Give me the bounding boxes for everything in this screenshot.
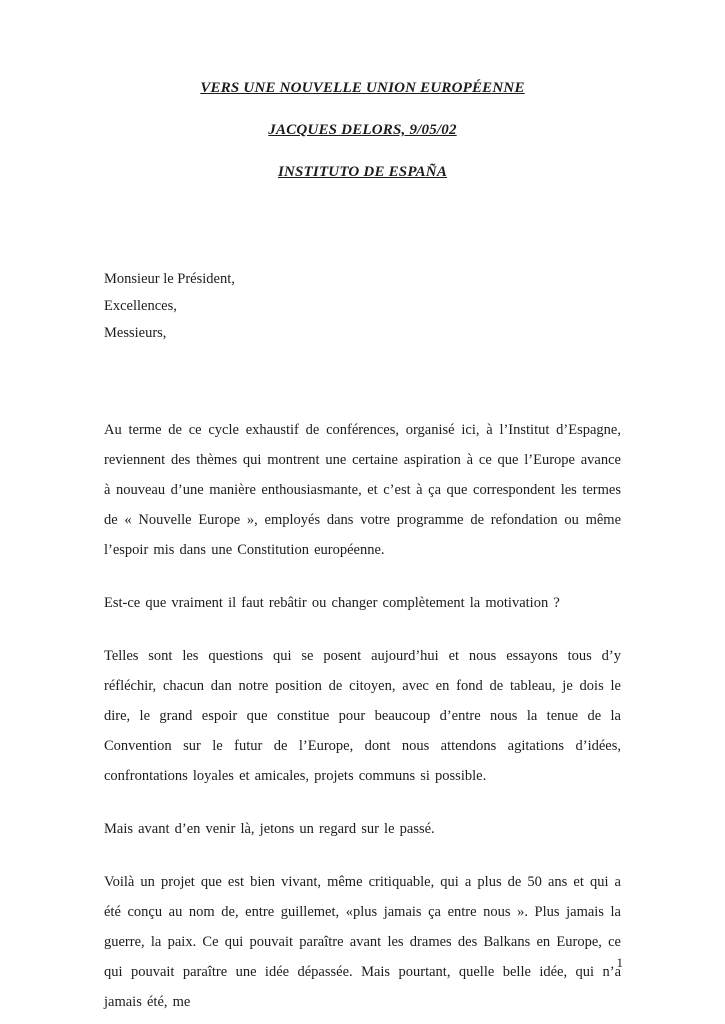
paragraph-3: Telles sont les questions qui se posent aujourd’hui et nous essayons tous d’y réfléchir, chacun dan notre position de citoyen, avec en fond de tableau, je dois le dire, le grand espoir que constitue pour beaucoup d’entre nous la tenue de la Convention sur le futur de l’Europe, dont nous attendons agitations d’idées, confrontations loyales et amicales, projets communs si possible. (104, 648, 621, 784)
salutation-block (104, 266, 621, 347)
paragraph-5: Voilà un projet que est bien vivant, même critiquable, qui a plus de 50 ans et qui a été conçu au nom de, entre guillemet, «plus jamais ça entre nous ». Plus jamais la guerre, la paix. Ce qui pouvait paraître avant les drames des Balkans en Europe, ce qui pouvait paraître une idée dépassée. Mais pourtant, quelle belle idée, qui n’a jamais été, me (104, 874, 621, 1010)
paragraph-4: Mais avant d’en venir là, jetons un regard sur le passé. (104, 821, 435, 837)
salutation-line-2: Excellences, (104, 298, 177, 314)
page-number: 1 (616, 955, 623, 970)
paragraph-2: Est-ce que vraiment il faut rebâtir ou changer complètement la motivation ? (104, 595, 560, 611)
paragraph-1: Au terme de ce cycle exhaustif de conférences, organisé ici, à l’Institut d’Espagne, reviennent des thèmes qui montrent une certaine aspiration à ce que l’Europe avance à nouveau d’une manière enthousiasmante, et c’est à ça que correspondent les termes de « Nouvelle Europe », employés dans votre programme de refondation ou même l’espoir mis dans une Constitution européenne. (104, 422, 621, 558)
document-title-line-1: VERS UNE NOUVELLE UNION EUROPÉENNE (200, 80, 525, 96)
title-block (104, 0, 621, 182)
body-text (104, 415, 621, 1017)
document-content (104, 0, 621, 1024)
document-title-line-2: JACQUES DELORS, 9/05/02 (268, 122, 457, 138)
document-title-line-3: INSTITUTO DE ESPAÑA (277, 164, 448, 180)
salutation-line-1: Monsieur le Président, (104, 271, 235, 287)
salutation-line-3: Messieurs, (104, 325, 167, 341)
